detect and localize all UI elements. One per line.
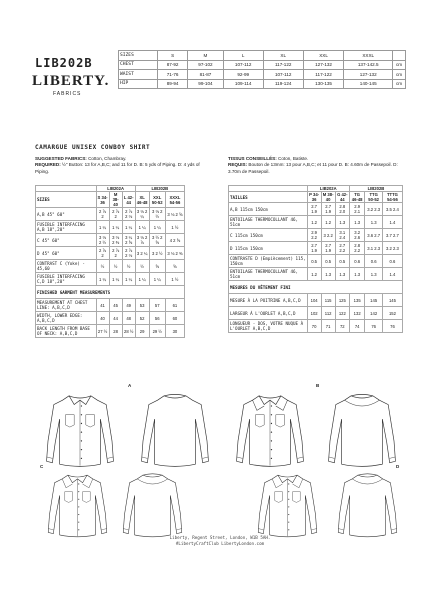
row-label: A,B 115cm 150cm — [229, 203, 308, 216]
view-label-b: B — [316, 383, 320, 388]
size-header-cell — [393, 51, 406, 61]
row-value: 61 — [165, 299, 184, 312]
row-value: 2.7 1.9 — [321, 203, 335, 216]
column-header: TTTG 54-56 — [382, 192, 402, 203]
pattern-title: CAMARGUE UNISEX COWBOY SHIRT — [35, 144, 151, 151]
yardage-table-fr — [228, 185, 403, 333]
row-value: 112 — [321, 307, 335, 320]
row-value: 3 2 ¼ — [135, 247, 149, 260]
row-value: 1 ¼ — [149, 221, 165, 234]
column-header: L 42-44 — [122, 192, 135, 208]
row-value: 29 ½ — [149, 325, 165, 338]
row-value: 60 — [165, 312, 184, 325]
size-cell: 92-99 — [223, 70, 263, 80]
row-value: 1.3 — [321, 268, 335, 281]
row-value: 1.2 — [321, 216, 335, 229]
size-cell: 109-114 — [223, 79, 263, 89]
row-value: 2 ⅞ 2 — [109, 208, 122, 221]
size-cell: 137-142.5 — [344, 60, 393, 70]
row-value: 1.4 — [382, 268, 402, 281]
row-value: 3 ¼ 2 ⅝ — [122, 234, 135, 247]
row-value: 3 ½ 2 ⅝ — [149, 234, 165, 247]
size-header-cell: S — [158, 51, 188, 61]
row-value: 2.9 2.2 — [307, 229, 321, 242]
row-value: 1.4 — [382, 216, 402, 229]
row-value: 145 — [382, 294, 402, 307]
row-value: 1.3 — [349, 216, 365, 229]
row-value: 3 2.2 — [321, 229, 335, 242]
row-label: ENTOILAGE THERMOCOLLANT 46, 51cm — [229, 216, 308, 229]
shirt-front-drawing — [40, 390, 120, 470]
row-value: 1 ¼ — [96, 221, 109, 234]
row-label: LONGUEUR - DOS, VOTRE NUQUE À L'OURLET A,B,C,D — [229, 320, 308, 333]
column-header: SIZES — [36, 192, 97, 208]
shirt-back-drawing — [322, 390, 402, 470]
row-value: 3 2 ½ — [149, 247, 165, 260]
shirt-front-drawing — [40, 470, 115, 540]
size-header-cell: SIZES — [119, 51, 158, 61]
row-label: MEASUREMENT AT CHEST LINE: A,B,C,D — [36, 299, 97, 312]
row-value: 3.1 2.3 — [365, 242, 382, 255]
row-value: 1 ¼ — [109, 273, 122, 286]
row-value: ½ — [122, 260, 135, 273]
info-line: REQUIS: Bouton de 13mm: 13 pour A,B,C; et 11 pour D. B: 4.60m de Passepoil. D: 3.70m de Passepoil. — [228, 162, 398, 174]
row-value: 1 ¼ — [109, 221, 122, 234]
size-header-cell: XXXL — [344, 51, 393, 61]
row-value: 27 ½ — [96, 325, 109, 338]
row-label: D 45" 60" — [36, 247, 97, 260]
row-label: BACK LENGTH FROM BASE OF NECK: A,B,C,D — [36, 325, 97, 338]
column-header: G 42-44 — [337, 192, 348, 202]
row-value: 2 ⅞ 2 — [96, 208, 109, 221]
row-value: 2 ⅞ 2 ⅛ — [122, 247, 135, 260]
info-line: SUGGESTED FABRICS: Cotton, Chambray. — [35, 156, 127, 161]
row-label: ENTOILAGE THERMOCOLLANT 46, 51cm — [229, 268, 308, 281]
row-value: 115 — [321, 294, 335, 307]
row-value: 57 — [149, 299, 165, 312]
row-value: 4 2 ⅝ — [165, 234, 184, 247]
row-value: 3.5 2.4 — [382, 203, 402, 216]
row-value: 3.6 2.7 — [365, 229, 382, 242]
size-cell: 87-92 — [158, 60, 188, 70]
row-value: 48 — [122, 312, 135, 325]
footer-links: #LibertyCraftClub LibertyLondon.com — [175, 541, 265, 546]
section-header: MESURES DU VÊTEMENT FINI — [229, 281, 403, 294]
row-value: 30 — [165, 325, 184, 338]
size-cell: WAIST — [119, 70, 158, 80]
row-value: 0.6 — [365, 255, 382, 268]
row-label: WIDTH, LOWER EDGE: A,B,C,D — [36, 312, 97, 325]
row-value: 152 — [382, 307, 402, 320]
row-value: 71 — [321, 320, 335, 333]
size-header-cell: L — [223, 51, 263, 61]
size-cell: cm — [393, 60, 406, 70]
row-value: 28 — [109, 325, 122, 338]
size-header-cell: XL — [263, 51, 303, 61]
row-value: 2 ⅞ 2 — [96, 247, 109, 260]
size-cell: 127-132 — [344, 70, 393, 80]
row-value: 1.3 — [349, 268, 365, 281]
row-label: C 115cm 150cm — [229, 229, 308, 242]
row-value: ⅝ — [165, 260, 184, 273]
row-label: CONTRAST C (Yoke) - 45,60 — [36, 260, 97, 273]
row-value: 1 ¼ — [149, 273, 165, 286]
column-header: M 38-40 — [322, 192, 334, 202]
size-cell: 119-124 — [263, 79, 303, 89]
size-cell: cm — [393, 79, 406, 89]
row-value: 2.8 2.0 — [335, 203, 349, 216]
row-value: 0.5 — [307, 255, 321, 268]
row-value: 3 ⅛ 2 ⅝ — [165, 208, 184, 221]
size-cell: 107-112 — [263, 70, 303, 80]
size-cell: CHEST — [119, 60, 158, 70]
row-value: 3.7 2.7 — [382, 229, 402, 242]
size-cell: 127-132 — [303, 60, 344, 70]
section-header: FINISHED GARMENT MEASUREMENTS — [36, 286, 185, 299]
row-value: 1 ¼ — [135, 273, 149, 286]
row-label: C 45" 60" — [36, 234, 97, 247]
size-cell: 71-76 — [158, 70, 188, 80]
info-label: REQUIS: — [228, 162, 248, 168]
row-value: 49 — [122, 299, 135, 312]
row-value: 3 ⅛ 2 ⅜ — [165, 247, 184, 260]
info-label: TISSUS CONSEILLÉS: — [228, 156, 277, 161]
row-value: 122 — [335, 307, 349, 320]
row-value: 70 — [307, 320, 321, 333]
row-value: 3 ⅛ 2 ⅞ — [136, 235, 148, 245]
shirt-back-drawing — [330, 470, 405, 540]
group-header: LIB202B — [349, 186, 402, 192]
row-value: 135 — [349, 294, 365, 307]
row-value: 1 ¼ — [96, 273, 109, 286]
row-value: 72 — [335, 320, 349, 333]
size-cell: 117-122 — [263, 60, 303, 70]
row-value: 3.1 2.4 — [335, 229, 349, 242]
row-value: 56 — [149, 312, 165, 325]
row-value: 2.7 1.9 — [307, 203, 321, 216]
size-cell: 130-135 — [303, 79, 344, 89]
column-header: P 34-36 — [309, 192, 320, 202]
row-value: 1 ½ — [165, 273, 184, 286]
row-value: 1 ¼ — [135, 221, 149, 234]
shirt-front-drawing — [230, 390, 310, 470]
info-line: REQUIRED: ½" Button: 13 for A,B,C; and 11 for D. B: 5 yds of Piping. D: 4 yds of Piping. — [35, 162, 200, 174]
shirt-front-drawing — [250, 470, 325, 540]
row-value: 1.2 — [307, 268, 321, 281]
row-label: FUSIBLE INTERFACING A,B 18",20" — [36, 221, 97, 234]
row-value: 0.6 — [382, 255, 402, 268]
column-header: XL 46-48 — [135, 192, 149, 208]
size-cell: 89-94 — [158, 79, 188, 89]
view-label-a: A — [128, 383, 132, 388]
row-label: MESURE À LA POITRINE A,B,C,D — [229, 294, 308, 307]
row-value: 76 — [365, 320, 382, 333]
row-value: 0.5 — [321, 255, 335, 268]
row-value: 76 — [382, 320, 402, 333]
row-value: 53 — [135, 299, 149, 312]
row-value: 40 — [96, 312, 109, 325]
row-value: 1 ¼ — [122, 221, 135, 234]
row-label: A,B 45" 60" — [36, 208, 97, 221]
row-value: 0.5 — [335, 255, 349, 268]
row-value: 125 — [335, 294, 349, 307]
row-value: ½ — [135, 260, 149, 273]
row-value: 3 ⅛ 2 ½ — [149, 208, 165, 221]
shirt-back-drawing — [135, 390, 215, 470]
group-header: LIB202B — [135, 186, 184, 192]
column-header: TAILLES — [229, 192, 308, 203]
size-header-cell: XXL — [303, 51, 344, 61]
column-header: TTG 50-52 — [365, 192, 382, 203]
row-value: 2.8 2.2 — [349, 242, 365, 255]
shirt-back-drawing — [115, 470, 190, 540]
row-label: D 115cm 150cm — [229, 242, 308, 255]
row-value: 2 ⅞ 2 ⅛ — [122, 208, 135, 221]
yardage-table-en — [35, 185, 185, 338]
column-header: M 38-40 — [109, 192, 122, 208]
row-value: 74 — [349, 320, 365, 333]
row-label: LARGEUR À L'OURLET A,B,C,D — [229, 307, 308, 320]
size-cell: HIP — [119, 79, 158, 89]
row-value: 44 — [109, 312, 122, 325]
row-value: 2.9 2.1 — [349, 203, 365, 216]
row-value: 1.3 — [365, 268, 382, 281]
column-header: S 34-36 — [96, 192, 109, 208]
row-value: 1.3 — [335, 268, 349, 281]
size-cell: 81-87 — [188, 70, 223, 80]
row-value: 1 ¼ — [122, 273, 135, 286]
row-value: 3 ⅛ 2 ⅜ — [109, 234, 122, 247]
row-value: 3.2 2.3 — [382, 242, 402, 255]
info-label: REQUIRED: — [35, 162, 61, 168]
row-value: 0.6 — [349, 255, 365, 268]
row-value: 3.2 2.3 — [365, 203, 382, 216]
brand-subtitle: FABRICS — [53, 91, 82, 97]
row-value: 1.3 — [335, 216, 349, 229]
row-value: 3 ⅛ 2 ¼ — [136, 209, 148, 219]
row-value: ½ — [109, 260, 122, 273]
size-chart — [118, 50, 406, 89]
row-value: 2.7 1.9 — [321, 242, 335, 255]
view-label-c: C — [40, 464, 44, 469]
brand-logo: LIBERTY. — [32, 73, 110, 89]
footer-address: Liberty, Regent Street, London, W1B 5AH. — [169, 535, 271, 540]
row-value: 142 — [365, 307, 382, 320]
size-cell: 117-122 — [303, 70, 344, 80]
view-label-d: D — [396, 464, 400, 469]
row-value: 41 — [96, 299, 109, 312]
row-value: 2.7 1.9 — [307, 242, 321, 255]
row-value: 45 — [109, 299, 122, 312]
fabric-info-fr — [228, 156, 406, 175]
group-header: LIB202A — [96, 186, 135, 192]
size-cell: 97-102 — [188, 60, 223, 70]
column-header: TG 46-48 — [349, 192, 365, 203]
row-value: 132 — [349, 307, 365, 320]
row-label: FUSIBLE INTERFACING C,D 18",20" — [36, 273, 97, 286]
column-header: XXL 50-52 — [149, 192, 165, 208]
size-cell: 99-104 — [188, 79, 223, 89]
info-label: SUGGESTED FABRICS: — [35, 156, 87, 161]
row-value: 52 — [135, 312, 149, 325]
size-cell: 107-112 — [223, 60, 263, 70]
row-value: ⅝ — [149, 260, 165, 273]
group-header: LIB202A — [307, 186, 349, 192]
row-value: 104 — [307, 294, 321, 307]
size-cell: cm — [393, 70, 406, 80]
row-value: 1.2 — [307, 216, 321, 229]
row-value: 3.2 2.6 — [349, 229, 365, 242]
pattern-code: LIB202B — [35, 56, 93, 70]
row-value: 2 ⅞ 2 — [109, 247, 122, 260]
size-cell: 140-145 — [344, 79, 393, 89]
row-value: 1.3 — [365, 216, 382, 229]
row-value: 1 ½ — [165, 221, 184, 234]
size-header-cell: M — [188, 51, 223, 61]
row-value: 145 — [365, 294, 382, 307]
fabric-info-en — [35, 156, 207, 175]
row-value: ½ — [96, 260, 109, 273]
info-line: TISSUS CONSEILLÉS: Coton, Batiste. — [228, 156, 309, 161]
row-label: CONTRASTE D (Empiècement) 115, 150cm — [230, 256, 306, 266]
column-header: XXXL 54-56 — [165, 192, 184, 208]
row-value: 102 — [307, 307, 321, 320]
row-value: 3 ⅛ 2 ½ — [96, 234, 109, 247]
row-value: 2.7 2.2 — [335, 242, 349, 255]
row-value: 28 ½ — [122, 325, 135, 338]
row-value: 29 — [135, 325, 149, 338]
